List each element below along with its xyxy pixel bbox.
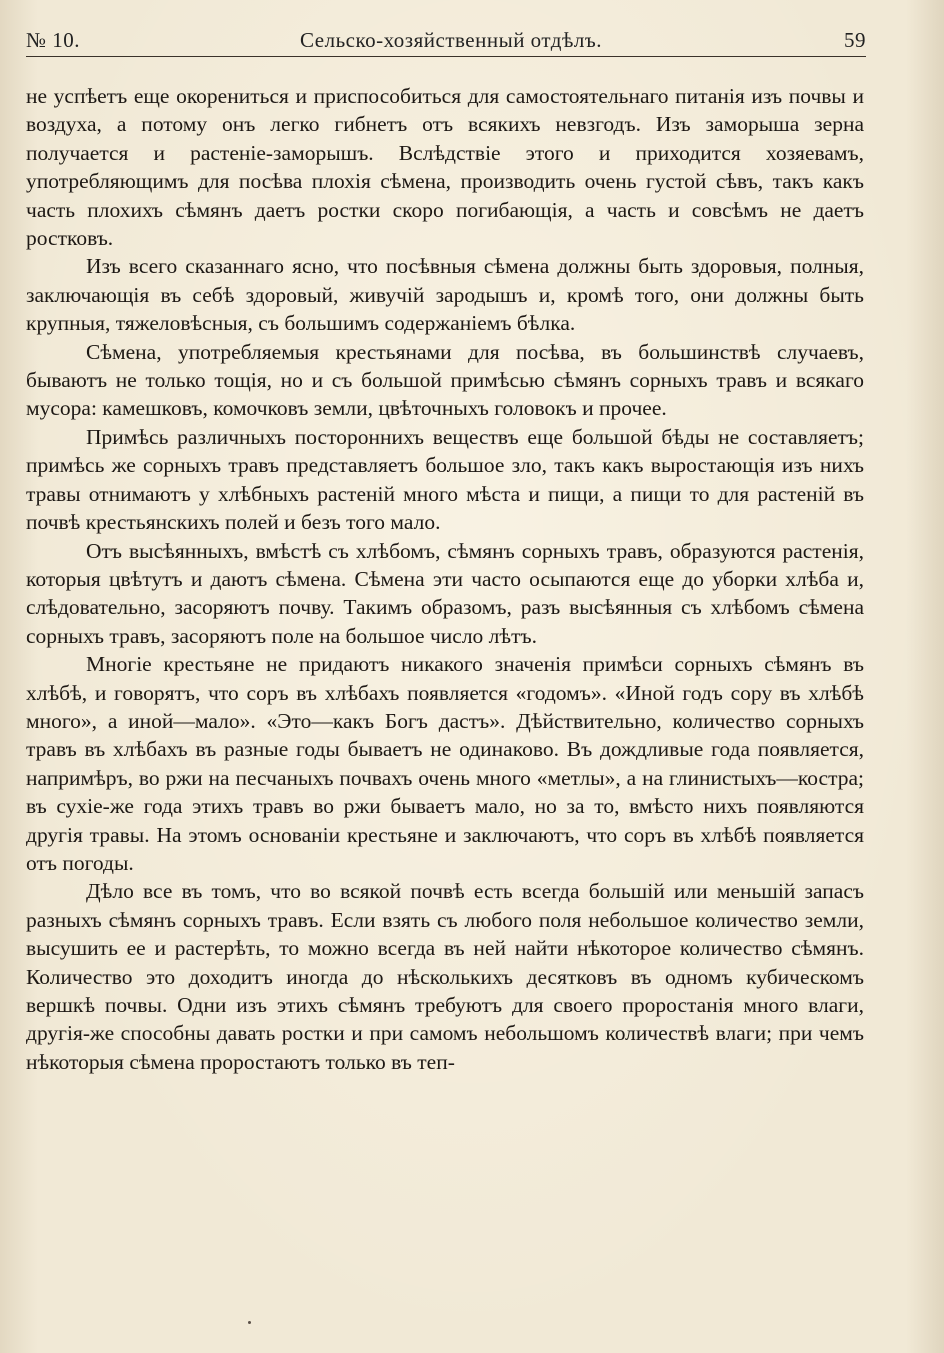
body-text [26, 82, 864, 1076]
paragraph-4: Примѣсь различныхъ постороннихъ веществъ еще большой бѣды не составляетъ; примѣсь же сорныхъ травъ представляетъ большое зло, такъ какъ выростающія изъ нихъ травы отнимаютъ у хлѣбныхъ растеній много мѣста и пищи, а пищи то для растеній въ почвѣ крестьянскихъ полей и безъ того мало. [26, 424, 864, 535]
paragraph-2: Изъ всего сказаннаго ясно, что посѣвныя сѣмена должны быть здоровыя, полныя, заключающія въ себѣ здоровый, живучій зародышъ и, кромѣ того, они должны быть крупныя, тяжеловѣсныя, съ большимъ содержаніемъ бѣлка. [26, 254, 864, 336]
paper-speck [248, 1321, 251, 1324]
issue-number: № 10. [26, 28, 81, 52]
paragraph-7: Дѣло все въ томъ, что во всякой почвѣ есть всегда большій или меньшій запасъ разныхъ сѣмянъ сорныхъ травъ. Если взять съ любого поля небольшое количество земли, высушить ее и растерѣть, то можно всегда въ ней найти нѣкоторое количество сѣмянъ. Количество это доходитъ иногда до нѣсколькихъ десятковъ въ одномъ кубическомъ вершкѣ почвы. Одни изъ этихъ сѣмянъ требуютъ для своего проростанія много влаги, другія-же способны давать ростки и при самомъ небольшомъ количествѣ влаги; при чемъ нѣкоторыя сѣмена проростаютъ только въ теп- [26, 879, 864, 1074]
paragraph-5: Отъ высѣянныхъ, вмѣстѣ съ хлѣбомъ, сѣмянъ сорныхъ травъ, образуются растенія, которыя цвѣтутъ и даютъ сѣмена. Сѣмена эти часто осыпаются еще до уборки хлѣба и, слѣдовательно, засоряютъ почву. Такимъ образомъ, разъ высѣянныя съ хлѣбомъ сѣмена сорныхъ травъ, засоряютъ поле на большое число лѣтъ. [26, 538, 864, 648]
paragraph-3: Сѣмена, употребляемыя крестьянами для посѣва, въ большинствѣ случаевъ, бываютъ не только тощія, но и съ большой примѣсью сѣмянъ сорныхъ травъ и всякаго мусора: камешковъ, комочковъ земли, цвѣточныхъ головокъ и прочее. [26, 339, 864, 421]
paragraph-6: Многіе крестьяне не придаютъ никакого значенія примѣси сорныхъ сѣмянъ въ хлѣбѣ, и говорятъ, что соръ въ хлѣбахъ появляется «годомъ». «Иной годъ сору въ хлѣбѣ много», а иной—мало». «Это—какъ Богъ дастъ». Дѣйствительно, количество сорныхъ травъ въ хлѣбахъ въ разные годы бываетъ не одинаково. Въ дождливые года появляется, напримѣръ, во ржи на песчаныхъ почвахъ очень много «метлы», а на глинистыхъ—костра; въ сухіе-же года этихъ травъ во ржи бываетъ мало, но за то, вмѣсто нихъ появляются другія травы. На этомъ основаніи крестьяне и заключаютъ, что соръ въ хлѣбѣ появляется отъ погоды. [26, 652, 864, 875]
paragraph-1: не успѣетъ еще окорениться и приспособиться для самостоятельнаго питанія изъ почвы и воздуха, а потому онъ легко гибнетъ отъ всякихъ невзгодъ. Изъ заморыша зерна получается и растеніе-заморышъ. Вслѣдствіе этого и приходится хозяевамъ, употребляющимъ для посѣва плохія сѣмена, производить очень густой сѣвъ, такъ какъ часть плохихъ сѣмянъ даетъ ростки скоро погибающія, а часть и совсѣмъ не даетъ ростковъ. [26, 84, 864, 251]
running-header [26, 28, 866, 56]
section-title: Сельско-хозяйственный отдѣлъ. [300, 28, 602, 52]
page-number: 59 [844, 28, 866, 52]
header-rule [26, 56, 866, 57]
